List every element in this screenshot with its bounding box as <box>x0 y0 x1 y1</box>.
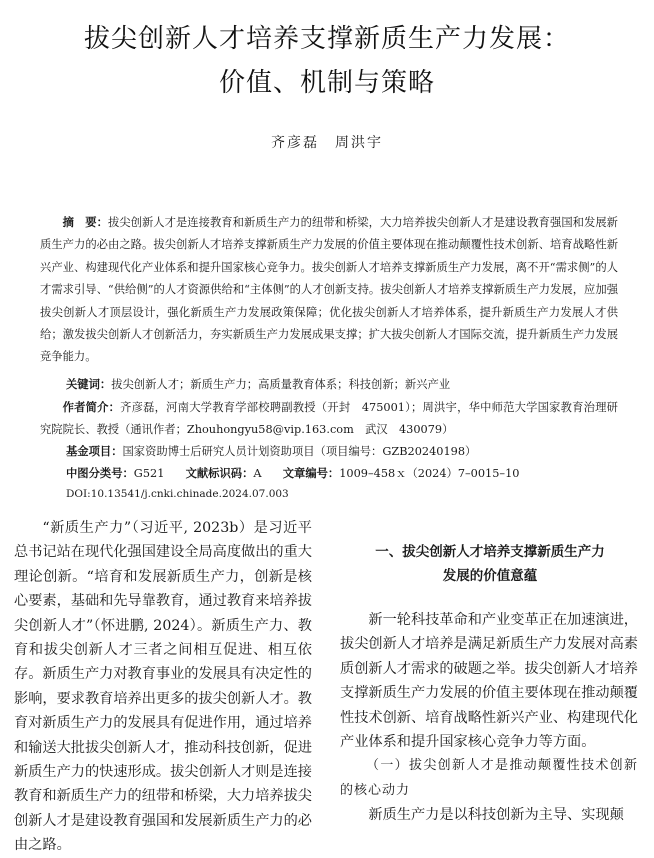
clc-label: 中图分类号： <box>66 467 134 480</box>
section-heading-line2: 发展的价值意蕴 <box>442 568 538 584</box>
keywords-label: 关键词： <box>66 378 112 391</box>
paper-title-line2: 价值、机制与策略 <box>218 68 435 98</box>
paper-title-line1: 拔尖创新人才培养支撑新质生产力发展： <box>83 24 570 54</box>
keywords-text: 拔尖创新人才；新质生产力；高质量教育体系；科技创新；新兴产业 <box>111 378 451 391</box>
right-column <box>340 608 638 828</box>
authors: 齐彦磊 周洪宇 <box>271 135 383 151</box>
classification <box>40 465 644 481</box>
doc-code-label: 文献标识码： <box>185 467 254 480</box>
clc-value: G521 <box>133 467 165 480</box>
fund <box>40 443 644 459</box>
section-heading-line1: 一、拔尖创新人才培养支撑新质生产力 <box>375 544 605 560</box>
author-intro <box>40 397 618 442</box>
left-column <box>14 516 312 858</box>
article-number-value: 1009–458ｘ（2024）7–0015–10 <box>339 467 520 480</box>
fund-label: 基金项目： <box>66 445 123 458</box>
abstract-text: 拔尖创新人才是连接教育和新质生产力的纽带和桥梁，大力培养拔尖创新人才是建设教育强国和发展新质生产力的必由之路。拔尖创新人才培养支撑新质生产力发展的价值主要体现在推动颠覆性技术创新、培育战略性新兴产业、构建现代化产业体系和提升国家核心竞争力。拔尖创新人才培养支撑新质生产力发展，离不开“需求侧”的人才需求引导、“供给侧”的人才资源供给和“主体侧”的人才创新支持。拔尖创新人才培养支撑新质生产力发展，应加强拔尖创新人才顶层设计，强化新质生产力发展政策保障；优化拔尖创新人才培养体系，提升新质生产力发展人才供给；激发拔尖创新人才创新活力，夯实新质生产力发展成果支撑；扩大拔尖创新人才国际交流，提升新质生产力发展竞争能力。 <box>40 216 618 364</box>
keywords <box>40 376 644 392</box>
article-number-label: 文章编号： <box>282 467 340 480</box>
intro-paragraph: “新质生产力”（习近平, 2023b）是习近平总书记站在现代化强国建设全局高度做出的重大理论创新。“培育和发展新质生产力，创新是核心要素，基础和先导靠教育，通过教育来培养拔尖创新人才”（怀进鹏, 2024）。新质生产力、教育和拔尖创新人才三者之间相互促进、相互依存。新质生产力对教育事业的发展具有决定性的影响，要求教育培养出更多的拔尖创新人才。教育对新质生产力的发展具有促进作用，通过培养和输送大批拔尖创新人才，推动科技创新，促进新质生产力的快速形成。拔尖创新人才则是连接教育和新质生产力的纽带和桥梁，大力培养拔尖创新人才是建设教育强国和发展新质生产力的必由之路。 <box>14 520 312 854</box>
fund-text: 国家资助博士后研究人员计划资助项目（项目编号：GZB20240198） <box>122 445 477 458</box>
author-intro-label: 作者简介： <box>62 401 121 414</box>
subsection-heading: （一）拔尖创新人才是推动颠覆性技术创新的核心动力 <box>340 758 638 798</box>
section-paragraph: 新一轮科技革命和产业变革正在加速演进，拔尖创新人才培养是满足新质生产力发展对高素质创新人才需求的破题之举。拔尖创新人才培养支撑新质生产力发展的价值主要体现在推动颠覆性技术创新、培育战略性新兴产业、构建现代化产业体系和提升国家核心竞争力等方面。 <box>340 612 638 751</box>
abstract <box>40 212 618 369</box>
subsection-paragraph: 新质生产力是以科技创新为主导、实现颠 <box>368 807 624 824</box>
doc-code-value: A <box>253 467 262 480</box>
abstract-label: 摘 要： <box>62 216 108 229</box>
author-intro-text: 齐彦磊，河南大学教育学部校聘副教授（开封 475001）；周洪宇，华中师范大学国家教育治理研究院院长、教授（通讯作者；Zhouhongyu58@vip.163.com 武汉 430079） <box>40 401 618 437</box>
doi: DOI:10.13541/j.cnki.chinade.2024.07.003 <box>66 488 289 500</box>
